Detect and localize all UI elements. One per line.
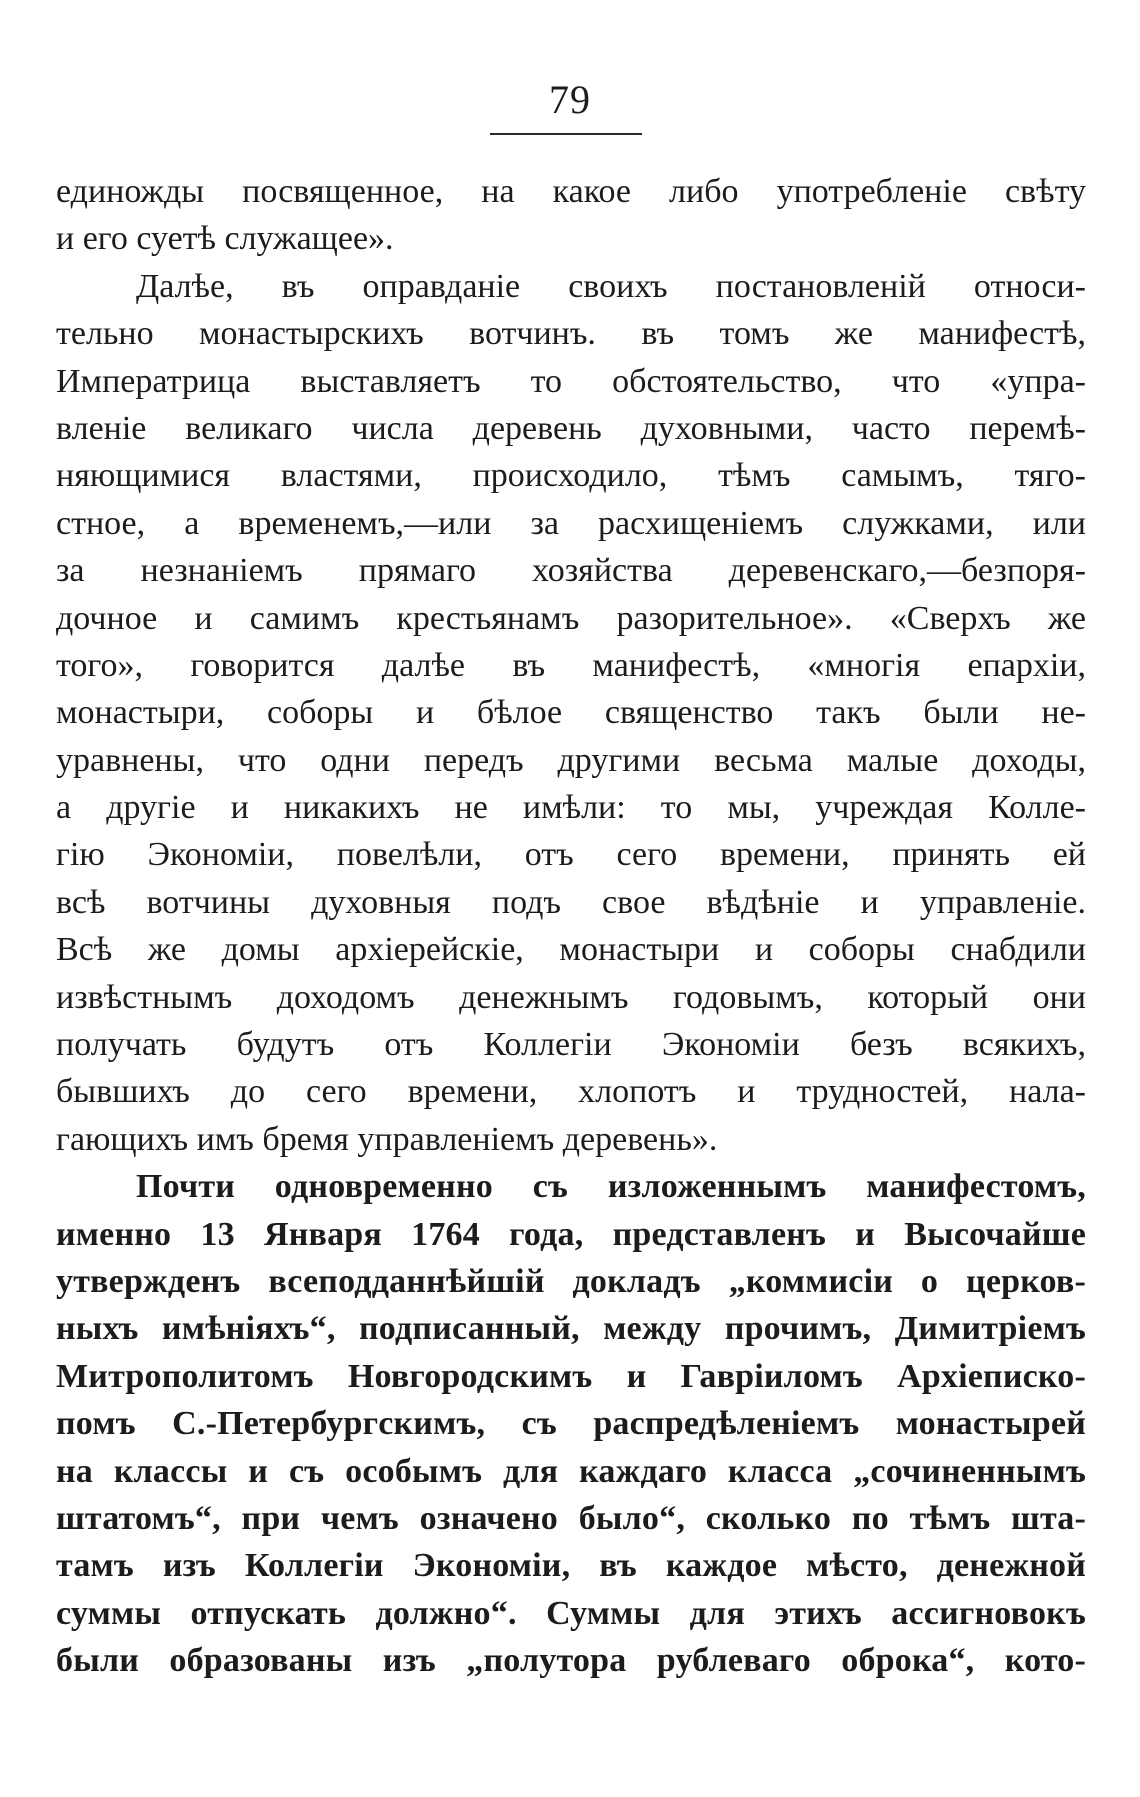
text-line: Почти одновременно съ изложеннымъ манифестомъ, — [136, 1168, 1086, 1206]
text-line: того», говорится далѣе въ манифестѣ, «многія епархіи, — [56, 646, 1086, 684]
text-line: были образованы изъ „полутора рублеваго оброка“, кото- — [56, 1642, 1086, 1680]
text-line: единожды посвященное, на какое либо употребленіе свѣту — [56, 173, 1086, 210]
text-line: бывшихъ до сего времени, хлопотъ и трудностей, нала- — [56, 1073, 1086, 1111]
text-line: а другіе и никакихъ не имѣли: то мы, учреждая Колле- — [56, 789, 1086, 827]
text-line: стное, а временемъ,—или за расхищеніемъ служками, или — [56, 504, 1086, 542]
page-number: 79 — [549, 77, 591, 122]
text-line: монастыри, соборы и бѣлое священство такъ были не- — [56, 694, 1086, 732]
paragraph-2 — [56, 263, 1086, 1163]
text-line: Всѣ же домы архіерейскіе, монастыри и соборы снабдили — [56, 931, 1086, 969]
text-line: именно 13 Января 1764 года, представленъ и Высочайше — [56, 1215, 1086, 1253]
text-line: всѣ вотчины духовныя подъ свое вѣдѣніе и управленіе. — [56, 883, 1086, 921]
text-line: за незнаніемъ прямаго хозяйства деревенскаго,—безпоря- — [56, 552, 1086, 590]
text-line: извѣстнымъ доходомъ денежнымъ годовымъ, который они — [56, 978, 1086, 1016]
text-line: тельно монастырскихъ вотчинъ. въ томъ же манифестѣ, — [56, 315, 1086, 353]
paragraph-1 — [56, 168, 1086, 263]
text-line: штатомъ“, при чемъ означено было“, сколько по тѣмъ шта- — [56, 1499, 1086, 1537]
text-line: Императрица выставляетъ то обстоятельство, что «упра- — [56, 362, 1086, 400]
body-text — [56, 168, 1086, 1685]
text-line: вленіе великаго числа деревень духовными, часто перемѣ- — [56, 409, 1086, 447]
paragraph-3 — [56, 1163, 1086, 1684]
text-line: ныхъ имѣніяхъ“, подписанный, между прочимъ, Димитріемъ — [56, 1310, 1086, 1348]
text-line: Далѣе, въ оправданіе своихъ постановленій относи- — [136, 267, 1086, 305]
text-line: гію Экономіи, повелѣли, отъ сего времени, принять ей — [56, 836, 1086, 874]
text-line: суммы отпускать должно“. Суммы для этихъ ассигновокъ — [56, 1594, 1086, 1632]
text-line: получать будутъ отъ Коллегіи Экономіи безъ всякихъ, — [56, 1026, 1086, 1064]
text-line: Митрополитомъ Новгородскимъ и Гавріиломъ Архіеписко- — [56, 1357, 1086, 1395]
text-line: дочное и самимъ крестьянамъ разорительное». «Сверхъ же — [56, 599, 1086, 637]
text-line: помъ С.-Петербургскимъ, съ распредѣленіемъ монастырей — [56, 1405, 1086, 1443]
page-number-rule — [490, 133, 642, 135]
text-line: тамъ изъ Коллегіи Экономіи, въ каждое мѣсто, денежной — [56, 1547, 1086, 1585]
text-line: уравнены, что одни передъ другими весьма малые доходы, — [56, 741, 1086, 779]
text-line: гающихъ имъ бремя управленіемъ деревень». — [56, 1120, 718, 1158]
text-line: няющимися властями, происходило, тѣмъ самымъ, тяго- — [56, 457, 1086, 495]
text-line: на классы и съ особымъ для каждаго класса „сочиненнымъ — [56, 1452, 1086, 1490]
text-line: утвержденъ всеподданнѣйшій докладъ „коммисіи о церков- — [56, 1262, 1086, 1300]
text-line: и его суетѣ служащее». — [56, 220, 394, 258]
